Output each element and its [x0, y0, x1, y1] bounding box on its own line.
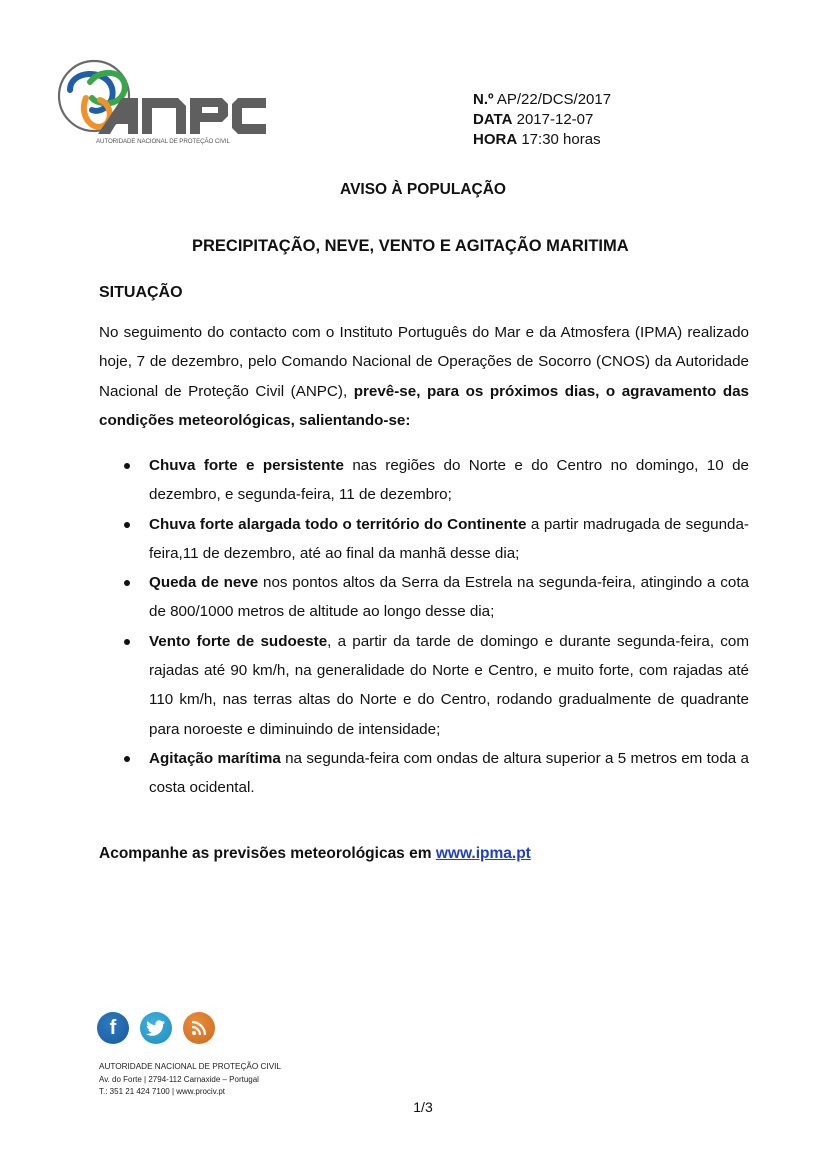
list-item: Chuva forte e persistente nas regiões do Norte e do Centro no domingo, 10 de dezembro, e segunda-feira, 11 de dezembro; — [99, 451, 749, 510]
warning-list — [99, 451, 749, 803]
bullet-icon — [124, 639, 130, 645]
ipma-link[interactable]: www.ipma.pt — [435, 845, 531, 862]
bullet-icon — [124, 522, 130, 528]
meta-number: N.º AP/22/DCS/2017 — [473, 91, 612, 108]
intro-paragraph: No seguimento do contacto com o Instituto Português do Mar e da Atmosfera (IPMA) realizado hoje, 7 de dezembro, pelo Comando Nacional de Operações de Socorro (CNOS) da Autoridade Nacional de Proteção Civil (ANPC), prevê-se, para os próximos dias, o agravamento das condições meteorológicas, salientando-se: — [99, 324, 749, 429]
meta-time: HORA 17:30 horas — [473, 131, 601, 148]
page-number: 1/3 — [413, 1099, 433, 1115]
list-item: Chuva forte alargada todo o território do Continente a partir madrugada de segunda-feira,11 de dezembro, até ao final da manhã desse dia; — [99, 510, 749, 569]
twitter-icon[interactable] — [140, 1012, 172, 1044]
document-subtitle: PRECIPITAÇÃO, NEVE, VENTO E AGITAÇÃO MARITIMA — [192, 237, 629, 255]
follow-forecast-line: Acompanhe as previsões meteorológicas em www.ipma.pt — [99, 845, 531, 862]
footer-org: AUTORIDADE NACIONAL DE PROTEÇÃO CIVIL — [99, 1062, 281, 1071]
document-meta — [473, 90, 611, 150]
list-item: Vento forte de sudoeste, a partir da tarde de domingo e durante segunda-feira, com rajadas até 90 km/h, na generalidade do Norte e Centro, e muito forte, com rajadas até 110 km/h, nas terras altas do Norte e do Centro, rodando gradualmente de quadrante para noroeste e diminuindo de intensidade; — [99, 627, 749, 744]
twitter-bird-icon — [146, 1020, 166, 1036]
list-item: Queda de neve nos pontos altos da Serra da Estrela na segunda-feira, atingindo a cota de 800/1000 metros de altitude ao longo desse dia; — [99, 568, 749, 627]
facebook-icon[interactable]: f — [97, 1012, 129, 1044]
rss-icon[interactable] — [183, 1012, 215, 1044]
footer-contact: T.: 351 21 424 7100 | www.prociv.pt — [99, 1087, 226, 1096]
meta-date: DATA 2017-12-07 — [473, 111, 594, 128]
logo-subtitle: AUTORIDADE NACIONAL DE PROTEÇÃO CIVIL — [96, 138, 230, 145]
social-links — [97, 1012, 215, 1044]
bullet-icon — [124, 463, 130, 469]
rss-feed-icon — [191, 1020, 207, 1036]
anpc-logo — [56, 58, 266, 154]
bullet-icon — [124, 756, 130, 762]
list-item: Agitação marítima na segunda-feira com ondas de altura superior a 5 metros em toda a costa ocidental. — [99, 744, 749, 803]
section-heading: SITUAÇÃO — [99, 284, 183, 301]
bullet-icon — [124, 580, 130, 586]
footer-street: Av. do Forte | 2794-112 Carnaxide – Portugal — [99, 1074, 259, 1084]
footer-address — [99, 1061, 281, 1099]
document-title: AVISO À POPULAÇÃO — [340, 181, 506, 198]
